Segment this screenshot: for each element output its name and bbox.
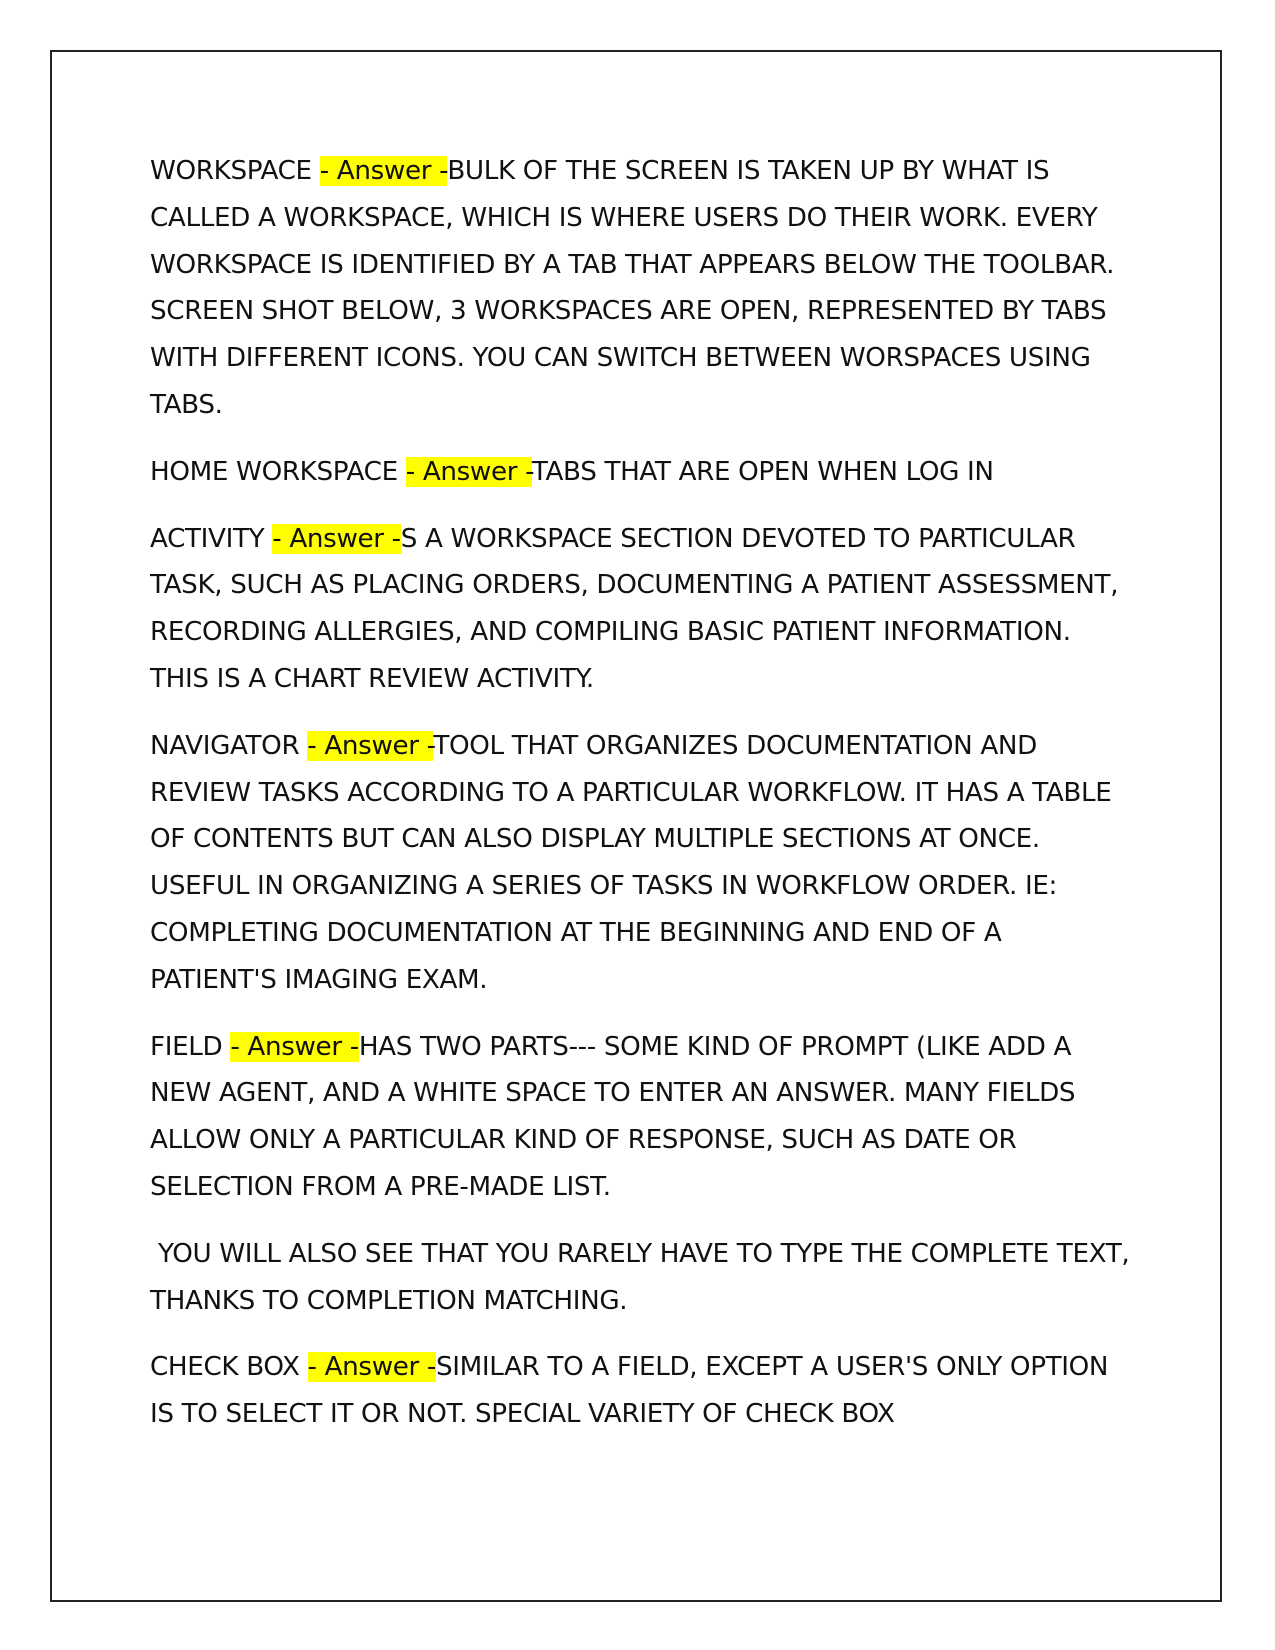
answer-marker: - Answer - bbox=[307, 1352, 437, 1383]
entry-term: ACTIVITY bbox=[150, 523, 273, 554]
entry-activity bbox=[150, 516, 1130, 703]
entry-term: WORKSPACE bbox=[150, 156, 320, 186]
entry-term: FIELD bbox=[150, 1031, 231, 1062]
entry-home-workspace bbox=[150, 449, 1130, 496]
answer-marker: - Answer - bbox=[272, 523, 401, 554]
answer-marker: - Answer - bbox=[319, 156, 448, 186]
answer-marker: - Answer - bbox=[405, 456, 532, 487]
entry-check-box bbox=[150, 1344, 1130, 1438]
entry-term: NAVIGATOR bbox=[150, 730, 308, 761]
entry-answer: TOOL THAT ORGANIZES DOCUMENTATION AND REVIEW TASKS ACCORDING TO A PARTICULAR WORKFLOW. IT HAS A TABLE OF CONTENTS BUT CAN ALSO DISPLAY MULTIPLE SECTIONS AT ONCE. USEFUL IN ORGANIZING A SERIES OF TASKS IN WORKFLOW ORDER. IE: COMPLETING DOCUMENTATION AT THE BEGINNING AND END OF A PATIENT'S IMAGING EXAM. bbox=[150, 730, 1112, 995]
answer-marker: - Answer - bbox=[230, 1031, 359, 1062]
answer-marker: - Answer - bbox=[307, 730, 434, 761]
entry-answer: S A WORKSPACE SECTION DEVOTED TO PARTICULAR TASK, SUCH AS PLACING ORDERS, DOCUMENTING A PATIENT ASSESSMENT, RECORDING ALLERGIES, AND COMPILING BASIC PATIENT INFORMATION. THIS IS A CHART REVIEW ACTIVITY. bbox=[150, 523, 1119, 694]
entry-answer: HAS TWO PARTS--- SOME KIND OF PROMPT (LIKE ADD A NEW AGENT, AND A WHITE SPACE TO ENTER AN ANSWER. MANY FIELDS ALLOW ONLY A PARTICULAR KIND OF RESPONSE, SUCH AS DATE OR SELECTION FROM A PRE-MADE LIST. bbox=[150, 1031, 1076, 1202]
entry-answer: TABS THAT ARE OPEN WHEN LOG IN bbox=[531, 456, 994, 487]
entry-field bbox=[150, 1024, 1130, 1211]
entry-answer: SIMILAR TO A FIELD, EXCEPT A USER'S ONLY OPTION IS TO SELECT IT OR NOT. SPECIAL VARIETY OF CHECK BOX bbox=[150, 1352, 1109, 1430]
document-body bbox=[150, 148, 1138, 1458]
entry-term: CHECK BOX bbox=[150, 1352, 308, 1383]
completion-matching-note: YOU WILL ALSO SEE THAT YOU RARELY HAVE TO TYPE THE COMPLETE TEXT, THANKS TO COMPLETION MATCHING. bbox=[150, 1238, 1138, 1316]
entry-workspace bbox=[150, 148, 1130, 429]
entry-term: HOME WORKSPACE bbox=[150, 456, 406, 487]
entry-answer: BULK OF THE SCREEN IS TAKEN UP BY WHAT IS CALLED A WORKSPACE, WHICH IS WHERE USERS DO THEIR WORK. EVERY WORKSPACE IS IDENTIFIED BY A TAB THAT APPEARS BELOW THE TOOLBAR. SCREEN SHOT BELOW, 3 WORKSPACES ARE OPEN, REPRESENTED BY TABS WITH DIFFERENT ICONS. YOU CAN SWITCH BETWEEN WORSPACES USING TABS. bbox=[150, 156, 1115, 420]
entry-navigator bbox=[150, 723, 1130, 1004]
